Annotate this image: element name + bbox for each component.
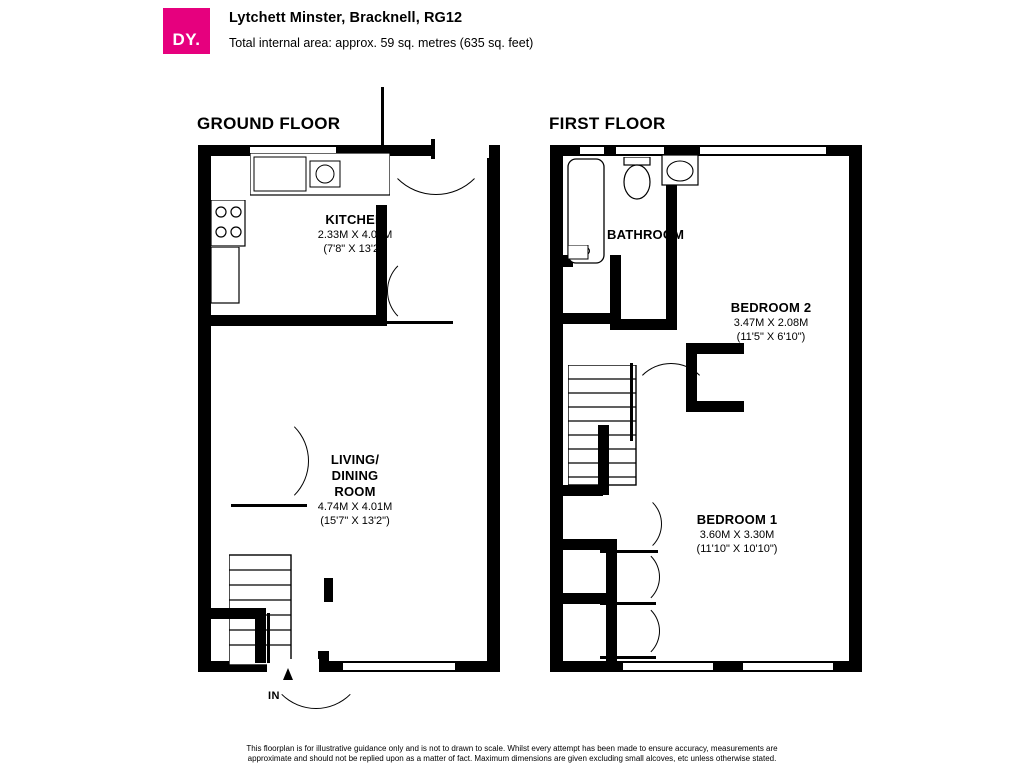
window-bathroom-top [580,145,604,156]
wall-ground-left [198,145,211,672]
wall-first-right [849,145,862,672]
door-swing-cupboard-2 [600,547,660,607]
wall-porch-left-v [255,608,266,663]
first-floor-title: FIRST FLOOR [549,114,666,133]
kitchen-counter-top [250,153,390,198]
disclaimer-line-2: approximate and should not be replied upon as a matter of fact. Maximum dimensions are given excluding small alcoves, etc unless otherwise stated. [247,754,777,763]
room-label-bedroom1: BEDROOM 1 3.60M X 3.30M (11'10" X 10'10") [696,512,778,555]
toilet [618,157,658,207]
ground-floor-title: GROUND FLOOR [197,114,341,133]
header [163,8,863,54]
wall-landing-bottom [610,319,677,330]
door-swing-understairs [211,412,309,510]
room-label-living-dining: LIVING/ DINING ROOM 4.74M X 4.01M (15'7" X 13'2") [317,452,393,527]
kitchen-hob [211,200,247,248]
window-living-front [343,661,455,672]
disclaimer-line-1: This floorplan is for illustrative guidance only and is not to drawn to scale. Whilst every attempt has been made to ensure accuracy, measurements are [246,744,778,753]
wall-stub-living-1 [324,578,333,602]
window-bedroom2-top [700,145,826,156]
property-title: Lytchett Minster, Bracknell, RG12 [229,10,463,26]
disclaimer [0,744,1024,764]
entrance-label: IN [268,690,280,702]
door-leaf-bedroom2 [630,363,633,441]
door-leaf-back [381,87,384,149]
kitchen-base-unit [211,247,241,305]
wall-bathroom-right [610,255,621,323]
room-label-kitchen: KITCHEN 2.33M X 4.01M (7'8" X 13'2") [317,212,393,255]
entrance-arrow-icon [283,668,293,680]
wall-landing-lower-v [598,425,609,495]
door-swing-back [381,85,491,195]
brand-logo-text: DY. [172,30,201,49]
first-floor-plan [548,95,878,695]
washbasin [660,155,702,195]
door-leaf-kitchen [387,321,453,324]
wall-first-left [550,145,563,672]
wall-bedroom2-top-stub [686,343,744,354]
door-swing-cupboard-1 [600,493,662,555]
wall-landing-lower-1 [563,485,603,496]
title-block [229,8,533,52]
wall-ground-right [487,145,500,672]
window-bedroom1-front-2 [743,661,833,672]
door-leaf-bedroom1 [600,656,656,659]
door-leaf-front [267,613,270,663]
ground-floor-plan [195,95,515,695]
door-swing-bedroom2 [630,363,712,445]
room-label-bathroom: BATHROOM [607,227,685,242]
door-swing-kitchen [387,255,459,327]
door-swing-bedroom1 [600,601,660,661]
room-label-bedroom2: BEDROOM 2 3.47M X 2.08M (11'5" X 6'10") [730,300,812,343]
bathroom-fitting [568,245,590,261]
wall-kitchen-partition [211,315,387,326]
window-landing-top [616,145,664,156]
window-bedroom1-front-1 [623,661,713,672]
property-area-subtitle: Total internal area: approx. 59 sq. metres (635 sq. feet) [229,36,534,50]
door-swing-front [267,611,365,709]
door-leaf-understairs [231,504,307,507]
